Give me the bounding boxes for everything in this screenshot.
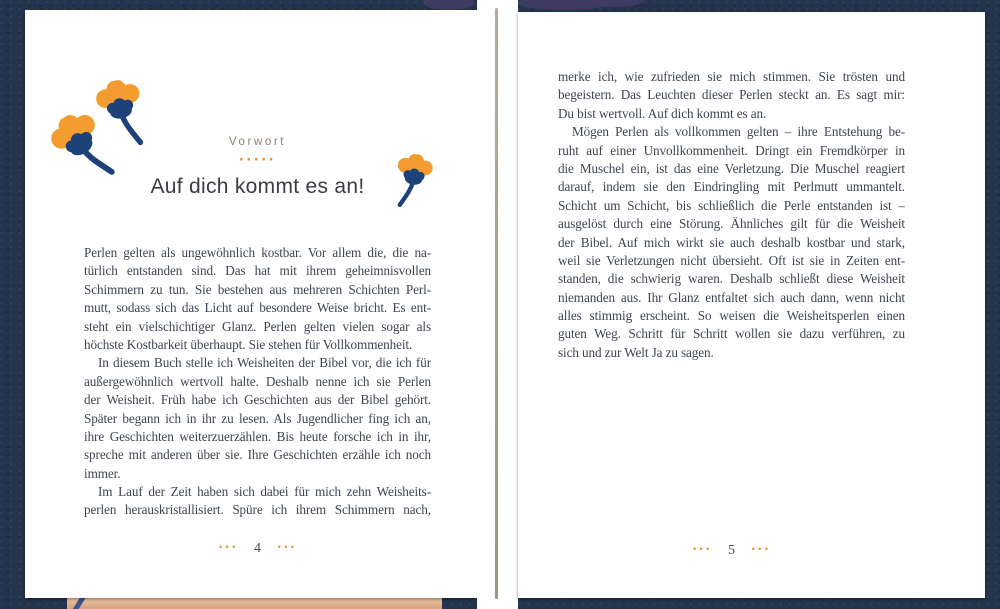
page-gutter bbox=[477, 0, 518, 609]
left-page-scan bbox=[0, 0, 477, 609]
page-4 bbox=[25, 10, 477, 598]
body-text bbox=[558, 68, 905, 362]
text-line: Du bist wertvoll. Auf dich kommt es an. bbox=[558, 105, 767, 121]
text-line: sich und zur Welt Ja zu sagen. bbox=[558, 344, 714, 360]
text-line: spreche mit anderen über sie. Ihre Geschichten erzähle ich noch bbox=[84, 447, 431, 463]
text-line: alles stimmig erscheint. So weisen die Weisheitsperlen einen bbox=[558, 308, 905, 324]
page-5 bbox=[518, 12, 985, 598]
text-line: guten Weg. Schritt für Schritt wollen sie dazu verführen, zu bbox=[558, 326, 905, 342]
text-line: ruht auf einer Unvollkommenheit. Dringt ein Fremdkörper in bbox=[558, 142, 905, 158]
text-line: türlich entstanden sind. Das hat mit ihrem geheimnisvollen bbox=[84, 263, 431, 279]
text-line: der Weisheit. Früh habe ich Geschichten aus der Bibel gehört. bbox=[84, 392, 431, 408]
text-line: begeistern. Das Leuchten dieser Perlen steckt an. Es sagt mir: bbox=[558, 87, 905, 103]
page-number: 5 bbox=[728, 543, 735, 558]
kicker-dots-ornament: ····· bbox=[238, 153, 277, 168]
text-line: Im Lauf der Zeit haben sich dabei für mich zehn Weisheits- bbox=[98, 484, 431, 500]
text-line: merke ich, wie zufrieden sie mich stimmen. Sie trösten und bbox=[558, 69, 905, 84]
text-line: ihre Geschichten weiterzuerzählen. Bis heute forsche ich in ihr, bbox=[84, 428, 431, 444]
page-footer bbox=[558, 542, 905, 559]
body-text bbox=[84, 244, 431, 520]
chapter-title: Auf dich kommt es an! bbox=[150, 175, 365, 198]
footer-dots-left: ··· bbox=[692, 542, 712, 556]
text-line: Perlen gelten als ungewöhnlich kostbar. Vor allem die, die na- bbox=[84, 245, 431, 260]
text-line: außergewöhnlich wertvoll halte. Deshalb nenne ich sie Perlen bbox=[84, 373, 431, 389]
text-line: Schimmern zu tun. Sie bestehen aus mehreren Schichten Perl- bbox=[84, 281, 431, 297]
text-line: weil sie Verletzungen nicht übersieht. Oft ist sie in Zeiten ent- bbox=[558, 252, 905, 268]
footer-dots-right: ··· bbox=[277, 540, 297, 554]
text-line: steht ein vielschichtiger Glanz. Perlen gelten vielen sogar als bbox=[84, 318, 431, 334]
right-page-scan bbox=[518, 0, 1000, 609]
page-number: 4 bbox=[254, 541, 261, 556]
spine-divider bbox=[495, 8, 498, 599]
cover-art-blob bbox=[423, 0, 475, 10]
text-line: mutt, sodass sich das Licht auf besondere Weise bricht. Es ent- bbox=[84, 300, 431, 316]
text-line: niemanden aus. Ihr Glanz entfaltet sich auch dann, wenn nicht bbox=[558, 289, 905, 305]
text-line: In diesem Buch stelle ich Weisheiten der Bibel vor, die ich für bbox=[98, 355, 431, 371]
text-line: Schicht um Schicht, bis schließlich die Perle entstanden ist – bbox=[558, 197, 905, 213]
cover-art-peach-strip bbox=[67, 597, 442, 609]
text-line: immer. bbox=[84, 465, 121, 481]
text-line: die Muschel ein, ist das eine Verletzung. Die Muschel reagiert bbox=[558, 160, 905, 176]
text-line: höchste Kostbarkeit überhaupt. Sie stehen für Vollkommenheit. bbox=[84, 336, 413, 352]
text-line: darauf, indem sie den Eindringling mit Perlmutt ummantelt. bbox=[558, 179, 905, 195]
text-line: ausgelöst durch eine Störung. Ähnliches gilt für die Weisheit bbox=[558, 216, 905, 232]
page-footer bbox=[84, 540, 431, 557]
text-line: Später begann ich in ihr zu lesen. Als Jugendlicher fing ich an, bbox=[84, 410, 431, 426]
text-line: Mögen Perlen als vollkommen gelten – ihre Entstehung be- bbox=[572, 124, 905, 140]
text-line: standen, die schwierig waren. Deshalb schließt diese Weisheit bbox=[558, 271, 905, 287]
footer-dots-right: ··· bbox=[751, 542, 771, 556]
text-line: perlen herauskristallisiert. Spüre ich ihrem Schimmern nach, bbox=[84, 502, 431, 518]
text-line: der Bibel. Auf mich wirkt sie auch deshalb kostbar und stark, bbox=[558, 234, 905, 250]
footer-dots-left: ··· bbox=[218, 540, 238, 554]
chapter-kicker: Vorwort bbox=[228, 136, 287, 148]
